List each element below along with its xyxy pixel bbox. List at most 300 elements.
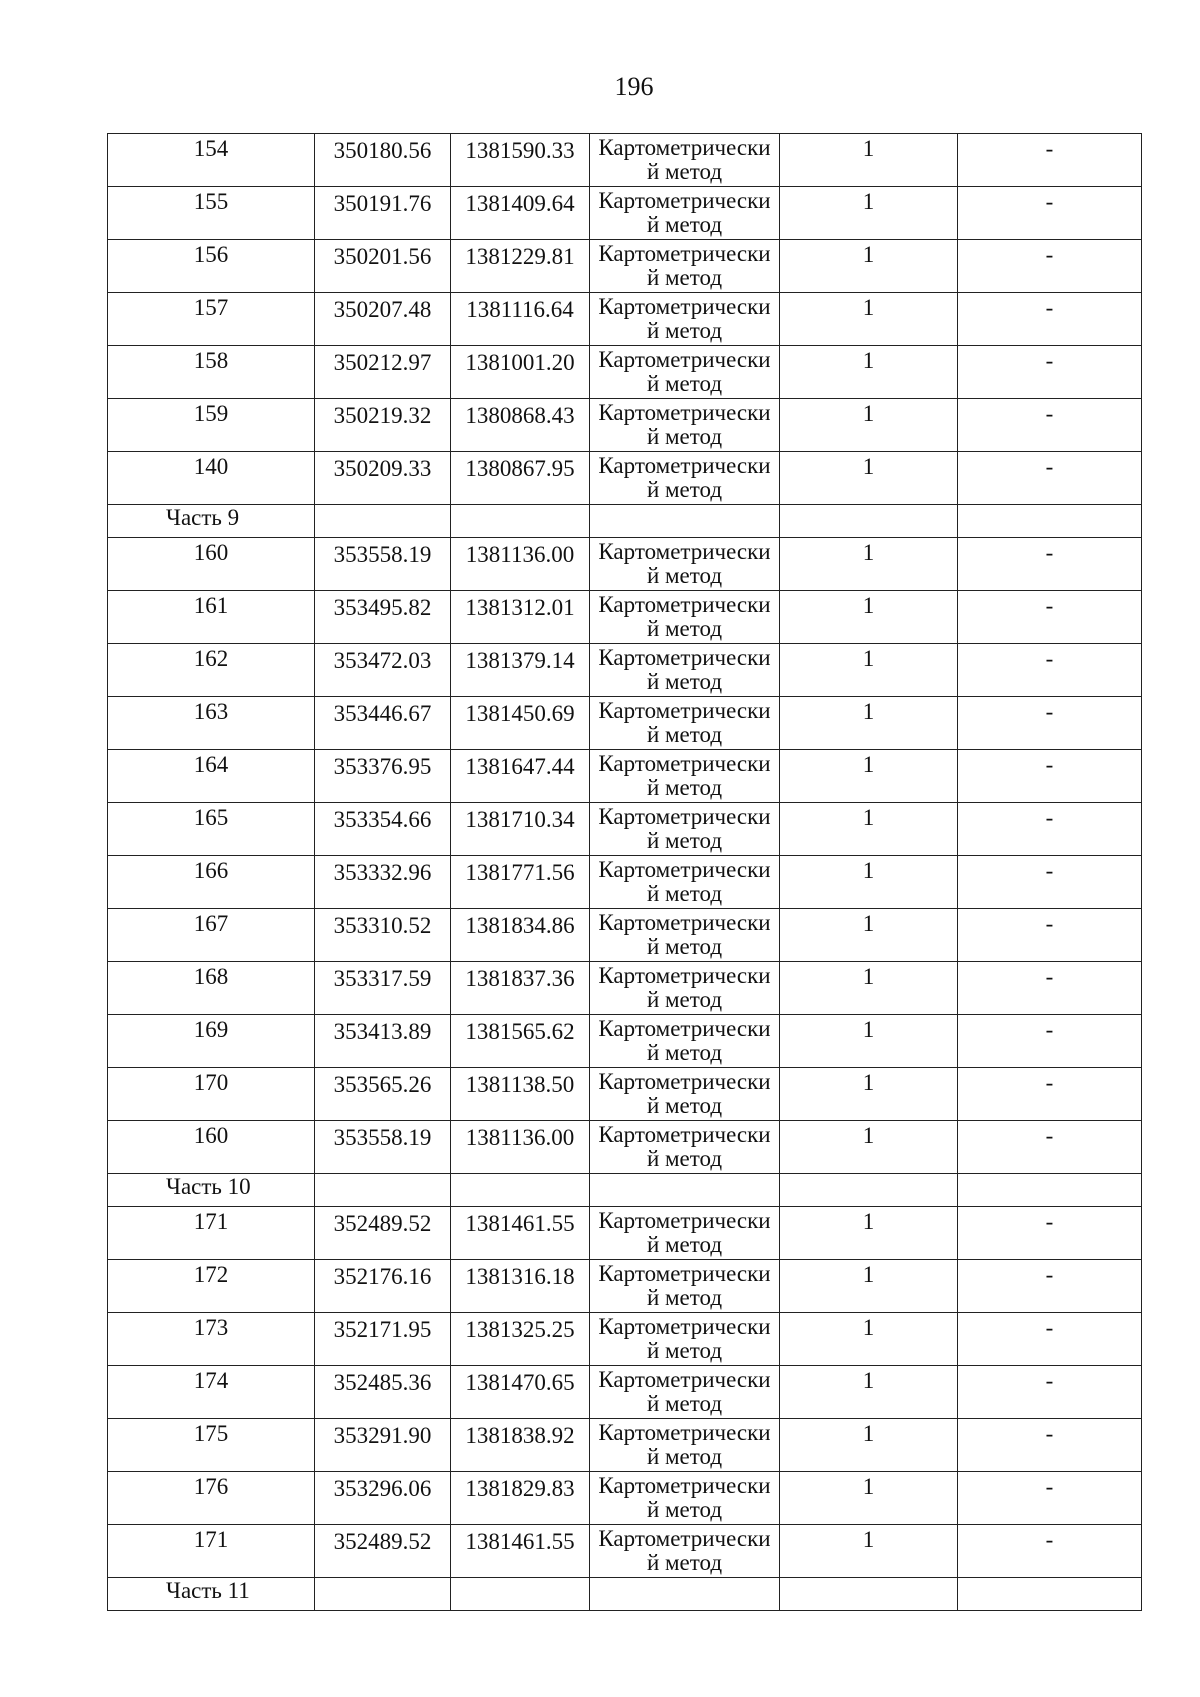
method-cell [590, 1260, 780, 1313]
x-coordinate-cell [315, 803, 451, 856]
y-coordinate-cell [451, 591, 590, 644]
accuracy-cell [780, 538, 958, 591]
method-cell [590, 697, 780, 750]
y-coordinate-text: 1381116.64 [466, 297, 574, 322]
table-row [108, 1121, 1142, 1174]
method-text: Картометрически й метод [598, 963, 771, 1012]
y-coordinate-cell [451, 1313, 590, 1366]
y-coordinate-cell [451, 909, 590, 962]
description-cell [958, 909, 1142, 962]
table-row [108, 1207, 1142, 1260]
table-row [108, 697, 1142, 750]
accuracy-cell [780, 1207, 958, 1260]
method-cell [590, 452, 780, 505]
x-coordinate-text: 350207.48 [333, 297, 432, 322]
method-text: Картометрически й метод [598, 1314, 771, 1363]
accuracy-text: 1 [862, 189, 875, 214]
table-row [108, 750, 1142, 803]
y-coordinate-text: 1381138.50 [465, 1072, 575, 1097]
x-coordinate-text: 353495.82 [333, 595, 432, 620]
point-number-text: 154 [193, 136, 229, 161]
point-number-text: 175 [193, 1421, 229, 1446]
y-coordinate-cell [451, 1525, 590, 1578]
y-coordinate-text: 1381316.18 [465, 1264, 575, 1289]
y-coordinate-text: 1381470.65 [465, 1370, 575, 1395]
table-row [108, 1419, 1142, 1472]
point-number-text: 158 [193, 348, 229, 373]
method-cell [590, 644, 780, 697]
accuracy-cell [780, 1068, 958, 1121]
accuracy-text: 1 [862, 1262, 875, 1287]
y-coordinate-cell [451, 962, 590, 1015]
method-text: Картометрически й метод [598, 453, 771, 502]
description-cell [958, 1366, 1142, 1419]
x-coordinate-cell [315, 1419, 451, 1472]
description-cell [958, 399, 1142, 452]
method-text: Картометрически й метод [598, 857, 771, 906]
table-row [108, 240, 1142, 293]
accuracy-text: 1 [862, 964, 875, 989]
accuracy-text: 1 [862, 646, 875, 671]
point-number-cell [108, 1068, 315, 1121]
part-header-row [108, 1578, 1142, 1611]
y-coordinate-text: 1380868.43 [465, 403, 575, 428]
method-text: Картометрически й метод [598, 751, 771, 800]
point-number-text: 155 [193, 189, 229, 214]
accuracy-cell [780, 346, 958, 399]
method-text: Картометрически й метод [598, 241, 771, 290]
accuracy-text: 1 [862, 295, 875, 320]
point-number-text: 171 [193, 1527, 229, 1552]
y-coordinate-text: 1381590.33 [465, 138, 575, 163]
description-text: - [1045, 1070, 1054, 1095]
accuracy-text: 1 [862, 1421, 875, 1446]
y-coordinate-text: 1381710.34 [465, 807, 575, 832]
method-text: Картометрически й метод [598, 645, 771, 694]
description-text: - [1045, 401, 1054, 426]
point-number-text: 157 [193, 295, 229, 320]
point-number-cell [108, 750, 315, 803]
description-text: - [1045, 964, 1054, 989]
page-number: 196 [614, 72, 654, 101]
description-text: - [1045, 136, 1054, 161]
x-coordinate-text: 352176.16 [333, 1264, 432, 1289]
coordinates-table-body [108, 134, 1142, 1611]
accuracy-cell [780, 750, 958, 803]
table-row [108, 1472, 1142, 1525]
method-cell [590, 1366, 780, 1419]
method-text: Картометрически й метод [598, 804, 771, 853]
accuracy-cell [780, 1313, 958, 1366]
table-row [108, 803, 1142, 856]
x-coordinate-text: 352171.95 [333, 1317, 432, 1342]
description-text: - [1045, 699, 1054, 724]
point-number-cell [108, 1121, 315, 1174]
point-number-cell [108, 187, 315, 240]
table-row [108, 962, 1142, 1015]
point-number-cell [108, 1260, 315, 1313]
method-cell [590, 1419, 780, 1472]
x-coordinate-text: 353558.19 [333, 1125, 432, 1150]
part-label: Часть 10 [108, 1174, 315, 1207]
x-coordinate-text: 353332.96 [333, 860, 432, 885]
x-coordinate-text: 353291.90 [333, 1423, 432, 1448]
description-cell [958, 1313, 1142, 1366]
point-number-text: 173 [193, 1315, 229, 1340]
description-text: - [1045, 454, 1054, 479]
accuracy-cell [780, 1260, 958, 1313]
description-cell [958, 240, 1142, 293]
y-coordinate-cell [451, 346, 590, 399]
point-number-text: 171 [193, 1209, 229, 1234]
method-cell [590, 909, 780, 962]
part-label: Часть 9 [108, 505, 315, 538]
x-coordinate-text: 353317.59 [333, 966, 432, 991]
description-text: - [1045, 1368, 1054, 1393]
method-text: Картометрически й метод [598, 592, 771, 641]
empty-cell [451, 1578, 590, 1611]
x-coordinate-cell [315, 909, 451, 962]
accuracy-cell [780, 452, 958, 505]
empty-cell [590, 505, 780, 538]
y-coordinate-text: 1381771.56 [465, 860, 575, 885]
accuracy-text: 1 [862, 348, 875, 373]
description-cell [958, 1121, 1142, 1174]
x-coordinate-text: 353472.03 [333, 648, 432, 673]
y-coordinate-text: 1381647.44 [465, 754, 575, 779]
empty-cell [780, 1174, 958, 1207]
description-cell [958, 856, 1142, 909]
x-coordinate-cell [315, 1366, 451, 1419]
accuracy-cell [780, 293, 958, 346]
method-text: Картометрически й метод [598, 1208, 771, 1257]
accuracy-text: 1 [862, 752, 875, 777]
accuracy-text: 1 [862, 540, 875, 565]
description-cell [958, 1068, 1142, 1121]
point-number-cell [108, 1313, 315, 1366]
y-coordinate-text: 1381379.14 [465, 648, 575, 673]
description-cell [958, 187, 1142, 240]
table-row [108, 399, 1142, 452]
x-coordinate-cell [315, 1472, 451, 1525]
method-cell [590, 240, 780, 293]
y-coordinate-cell [451, 187, 590, 240]
point-number-cell [108, 1366, 315, 1419]
method-text: Картометрически й метод [598, 1473, 771, 1522]
y-coordinate-cell [451, 1366, 590, 1419]
point-number-cell [108, 962, 315, 1015]
accuracy-cell [780, 1419, 958, 1472]
description-cell [958, 293, 1142, 346]
x-coordinate-cell [315, 1525, 451, 1578]
method-cell [590, 399, 780, 452]
x-coordinate-cell [315, 1015, 451, 1068]
table-row [108, 1260, 1142, 1313]
point-number-text: 160 [193, 540, 229, 565]
accuracy-text: 1 [862, 1123, 875, 1148]
point-number-text: 166 [193, 858, 229, 883]
description-cell [958, 1525, 1142, 1578]
x-coordinate-text: 350209.33 [333, 456, 432, 481]
x-coordinate-cell [315, 134, 451, 187]
empty-cell [315, 505, 451, 538]
part-header-row [108, 505, 1142, 538]
point-number-text: 169 [193, 1017, 229, 1042]
method-cell [590, 1068, 780, 1121]
point-number-cell [108, 1207, 315, 1260]
accuracy-text: 1 [862, 858, 875, 883]
point-number-cell [108, 346, 315, 399]
point-number-cell [108, 134, 315, 187]
point-number-text: 159 [193, 401, 229, 426]
empty-cell [315, 1578, 451, 1611]
description-text: - [1045, 295, 1054, 320]
x-coordinate-cell [315, 962, 451, 1015]
method-text: Картометрически й метод [598, 1069, 771, 1118]
table-row [108, 1366, 1142, 1419]
description-text: - [1045, 1315, 1054, 1340]
point-number-cell [108, 803, 315, 856]
x-coordinate-text: 353558.19 [333, 542, 432, 567]
description-text: - [1045, 242, 1054, 267]
description-text: - [1045, 1123, 1054, 1148]
table-row [108, 1313, 1142, 1366]
point-number-text: 163 [193, 699, 229, 724]
y-coordinate-cell [451, 452, 590, 505]
empty-cell [590, 1578, 780, 1611]
point-number-text: 156 [193, 242, 229, 267]
description-text: - [1045, 593, 1054, 618]
point-number-text: 164 [193, 752, 229, 777]
x-coordinate-cell [315, 346, 451, 399]
method-cell [590, 187, 780, 240]
x-coordinate-cell [315, 1207, 451, 1260]
empty-cell [315, 1174, 451, 1207]
accuracy-cell [780, 909, 958, 962]
description-text: - [1045, 805, 1054, 830]
description-cell [958, 962, 1142, 1015]
description-cell [958, 750, 1142, 803]
point-number-text: 176 [193, 1474, 229, 1499]
point-number-text: 167 [193, 911, 229, 936]
method-text: Картометрически й метод [598, 1016, 771, 1065]
description-cell [958, 697, 1142, 750]
method-cell [590, 1313, 780, 1366]
method-cell [590, 1525, 780, 1578]
y-coordinate-text: 1381136.00 [465, 1125, 575, 1150]
description-text: - [1045, 1262, 1054, 1287]
table-row [108, 856, 1142, 909]
y-coordinate-cell [451, 1472, 590, 1525]
table-row [108, 1525, 1142, 1578]
y-coordinate-text: 1381837.36 [465, 966, 575, 991]
table-row [108, 134, 1142, 187]
method-cell [590, 1015, 780, 1068]
method-text: Картометрически й метод [598, 1122, 771, 1171]
method-text: Картометрически й метод [598, 135, 771, 184]
method-cell [590, 591, 780, 644]
accuracy-cell [780, 1015, 958, 1068]
accuracy-text: 1 [862, 1017, 875, 1042]
method-text: Картометрически й метод [598, 698, 771, 747]
x-coordinate-text: 353354.66 [333, 807, 432, 832]
empty-cell [590, 1174, 780, 1207]
description-text: - [1045, 540, 1054, 565]
table-row [108, 1015, 1142, 1068]
table-row [108, 644, 1142, 697]
accuracy-text: 1 [862, 1209, 875, 1234]
x-coordinate-cell [315, 750, 451, 803]
empty-cell [780, 1578, 958, 1611]
y-coordinate-cell [451, 856, 590, 909]
x-coordinate-cell [315, 399, 451, 452]
point-number-text: 172 [193, 1262, 229, 1287]
y-coordinate-cell [451, 750, 590, 803]
x-coordinate-text: 350212.97 [333, 350, 432, 375]
y-coordinate-cell [451, 1260, 590, 1313]
description-cell [958, 591, 1142, 644]
y-coordinate-cell [451, 1207, 590, 1260]
x-coordinate-text: 353296.06 [333, 1476, 432, 1501]
method-cell [590, 293, 780, 346]
point-number-cell [108, 856, 315, 909]
point-number-cell [108, 591, 315, 644]
accuracy-text: 1 [862, 911, 875, 936]
y-coordinate-text: 1381461.55 [465, 1529, 575, 1554]
accuracy-text: 1 [862, 1527, 875, 1552]
y-coordinate-text: 1381834.86 [465, 913, 575, 938]
empty-cell [451, 1174, 590, 1207]
y-coordinate-cell [451, 1015, 590, 1068]
accuracy-text: 1 [862, 242, 875, 267]
table-row [108, 187, 1142, 240]
accuracy-text: 1 [862, 1315, 875, 1340]
empty-cell [958, 1174, 1142, 1207]
table-row [108, 1068, 1142, 1121]
point-number-text: 162 [193, 646, 229, 671]
accuracy-cell [780, 803, 958, 856]
table-row [108, 452, 1142, 505]
table-row [108, 909, 1142, 962]
empty-cell [451, 505, 590, 538]
point-number-cell [108, 240, 315, 293]
accuracy-text: 1 [862, 1474, 875, 1499]
x-coordinate-cell [315, 240, 451, 293]
description-text: - [1045, 348, 1054, 373]
point-number-cell [108, 399, 315, 452]
description-cell [958, 644, 1142, 697]
point-number-cell [108, 1472, 315, 1525]
y-coordinate-text: 1381829.83 [465, 1476, 575, 1501]
method-cell [590, 962, 780, 1015]
accuracy-cell [780, 591, 958, 644]
description-text: - [1045, 1474, 1054, 1499]
description-cell [958, 346, 1142, 399]
point-number-text: 174 [193, 1368, 229, 1393]
y-coordinate-cell [451, 538, 590, 591]
accuracy-cell [780, 134, 958, 187]
accuracy-cell [780, 856, 958, 909]
description-cell [958, 452, 1142, 505]
point-number-cell [108, 538, 315, 591]
x-coordinate-text: 350191.76 [333, 191, 432, 216]
description-cell [958, 1207, 1142, 1260]
description-text: - [1045, 752, 1054, 777]
method-cell [590, 803, 780, 856]
description-text: - [1045, 1527, 1054, 1552]
point-number-cell [108, 1419, 315, 1472]
method-text: Картометрически й метод [598, 539, 771, 588]
method-text: Картометрически й метод [598, 400, 771, 449]
y-coordinate-cell [451, 399, 590, 452]
empty-cell [958, 505, 1142, 538]
y-coordinate-text: 1381838.92 [465, 1423, 575, 1448]
y-coordinate-text: 1381001.20 [465, 350, 575, 375]
x-coordinate-cell [315, 187, 451, 240]
y-coordinate-cell [451, 1068, 590, 1121]
y-coordinate-text: 1381312.01 [465, 595, 575, 620]
description-text: - [1045, 911, 1054, 936]
empty-cell [780, 505, 958, 538]
y-coordinate-text: 1381325.25 [465, 1317, 575, 1342]
y-coordinate-cell [451, 803, 590, 856]
x-coordinate-text: 353376.95 [333, 754, 432, 779]
y-coordinate-text: 1381461.55 [465, 1211, 575, 1236]
x-coordinate-cell [315, 452, 451, 505]
method-cell [590, 750, 780, 803]
description-cell [958, 1260, 1142, 1313]
accuracy-text: 1 [862, 593, 875, 618]
x-coordinate-cell [315, 591, 451, 644]
accuracy-cell [780, 1472, 958, 1525]
method-text: Картометрически й метод [598, 294, 771, 343]
method-cell [590, 1472, 780, 1525]
accuracy-cell [780, 240, 958, 293]
accuracy-text: 1 [862, 401, 875, 426]
method-text: Картометрически й метод [598, 1420, 771, 1469]
point-number-cell [108, 1015, 315, 1068]
description-cell [958, 1472, 1142, 1525]
description-cell [958, 538, 1142, 591]
point-number-cell [108, 452, 315, 505]
y-coordinate-cell [451, 240, 590, 293]
x-coordinate-cell [315, 644, 451, 697]
table-row [108, 591, 1142, 644]
accuracy-cell [780, 187, 958, 240]
part-label: Часть 11 [108, 1578, 315, 1611]
x-coordinate-text: 353310.52 [333, 913, 432, 938]
point-number-text: 160 [193, 1123, 229, 1148]
accuracy-cell [780, 1121, 958, 1174]
coordinates-table [107, 133, 1142, 1611]
point-number-text: 165 [193, 805, 229, 830]
x-coordinate-cell [315, 697, 451, 750]
description-text: - [1045, 646, 1054, 671]
method-cell [590, 1121, 780, 1174]
accuracy-cell [780, 644, 958, 697]
method-cell [590, 538, 780, 591]
method-text: Картометрически й метод [598, 347, 771, 396]
y-coordinate-text: 1381450.69 [465, 701, 575, 726]
accuracy-text: 1 [862, 805, 875, 830]
x-coordinate-text: 350219.32 [333, 403, 432, 428]
method-cell [590, 346, 780, 399]
y-coordinate-text: 1380867.95 [465, 456, 575, 481]
point-number-text: 140 [193, 454, 229, 479]
method-text: Картометрически й метод [598, 1261, 771, 1310]
accuracy-text: 1 [862, 136, 875, 161]
x-coordinate-text: 352485.36 [333, 1370, 432, 1395]
